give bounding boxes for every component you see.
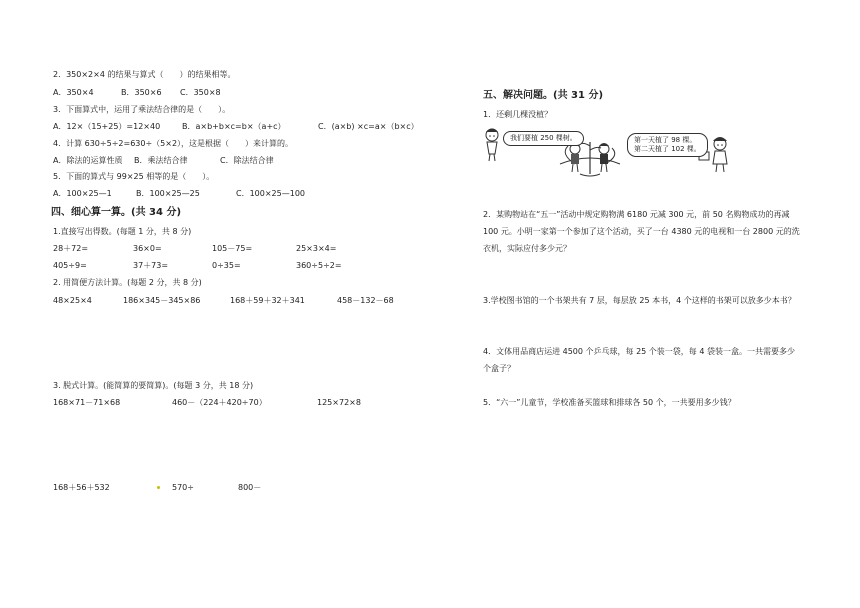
oral-calc-item: 105－75= [212, 244, 253, 253]
question-4: 4．计算 630÷5÷2=630÷（5×2），这是根据（ ）来计算的。 [53, 139, 294, 148]
problem-4-line-1: 4．文体用品商店运进 4500 个乒乓球，每 25 个装一袋，每 4 袋装一盒。一共需要多少 [483, 347, 795, 356]
section-4-title: 四、细心算一算。(共 34 分) [51, 207, 182, 218]
stray-dot-mark [157, 486, 160, 489]
question-2: 2．350×2×4 的结果与算式（ ）的结果相等。 [53, 70, 236, 79]
oral-calc-item: 28＋72= [53, 244, 89, 253]
problem-3: 3.学校图书馆的一个书架共有 7 层，每层放 25 本书，4 个这样的书架可以放多少本书？ [483, 296, 796, 305]
stepwise-item: 168×71－71×68 [53, 398, 121, 407]
oral-calc-item: 360÷5÷2= [296, 261, 342, 270]
problem-2-line-3: 衣机，实际应付多少元？ [483, 244, 571, 253]
q2-option-a: A．350×4 [53, 88, 94, 97]
part-3-title: 3. 脱式计算。(能简算的要简算)。(每题 3 分，共 18 分) [53, 381, 254, 390]
oral-calc-item: 25×3×4= [296, 244, 337, 253]
stepwise-item: 168＋56＋532 [53, 483, 110, 492]
q3-option-c: C．(a×b) ×c=a×（b×c） [318, 122, 419, 131]
q4-option-c: C．除法结合律 [220, 156, 274, 165]
question-3: 3．下面算式中，运用了乘法结合律的是（ ）。 [53, 105, 231, 114]
oral-calc-item: 36×0= [133, 244, 162, 253]
q2-option-b: B．350×6 [121, 88, 162, 97]
stepwise-item: 570÷ [172, 483, 194, 492]
problem-2-line-1: 2．某购物站在“五一”活动中规定购物满 6180 元减 300 元，前 50 名购物成功的再减 [483, 210, 790, 219]
q5-option-c: C．100×25—100 [236, 189, 306, 198]
part-1-title: 1.直接写出得数。(每题 1 分，共 8 分) [53, 227, 192, 236]
simplify-item: 186×345－345×86 [123, 296, 201, 305]
q5-option-b: B．100×25—25 [136, 189, 200, 198]
speech-bubble-right-line-1: 第一天植了 98 棵。 [634, 136, 697, 144]
oral-calc-item: 0÷35= [212, 261, 241, 270]
q2-option-c: C．350×8 [180, 88, 221, 97]
speech-bubble-right-line-2: 第二天植了 102 棵。 [634, 145, 701, 153]
section-5-title: 五、解决问题。(共 31 分) [483, 90, 604, 101]
simplify-item: 168＋59＋32＋341 [230, 296, 305, 305]
problem-2-line-2: 100 元。小明一家第一个参加了这个活动，买了一台 4380 元的电视和一台 2800 元的洗 [483, 227, 800, 236]
simplify-item: 458－132－68 [337, 296, 394, 305]
stepwise-item: 800－ [238, 483, 262, 492]
part-2-title: 2. 用简便方法计算。(每题 2 分，共 8 分) [53, 278, 202, 287]
stepwise-item: 125×72×8 [317, 398, 361, 407]
problem-1: 1．还剩几棵没植？ [483, 110, 553, 119]
oral-calc-item: 37＋73= [133, 261, 169, 270]
problem-4-line-2: 个盒子？ [483, 364, 515, 373]
oral-calc-item: 405÷9= [53, 261, 87, 270]
q5-option-a: A．100×25—1 [53, 189, 112, 198]
q3-option-a: A．12×（15+25）=12×40 [53, 122, 161, 131]
speech-bubble-right [627, 133, 708, 157]
simplify-item: 48×25×4 [53, 296, 92, 305]
stepwise-item: 460－（224＋420÷70） [172, 398, 267, 407]
q4-option-b: B．乘法结合律 [134, 156, 188, 165]
problem-5: 5．“六一”儿童节，学校准备买篮球和排球各 50 个，一共要用多少钱？ [483, 398, 736, 407]
question-5: 5．下面的算式与 99×25 相等的是（ ）。 [53, 172, 215, 181]
speech-bubble-left: 我们要植 250 棵树。 [503, 131, 584, 146]
q4-option-a: A．除法的运算性质 [53, 156, 123, 165]
q3-option-b: B．a×b+b×c=b×（a+c） [182, 122, 286, 131]
